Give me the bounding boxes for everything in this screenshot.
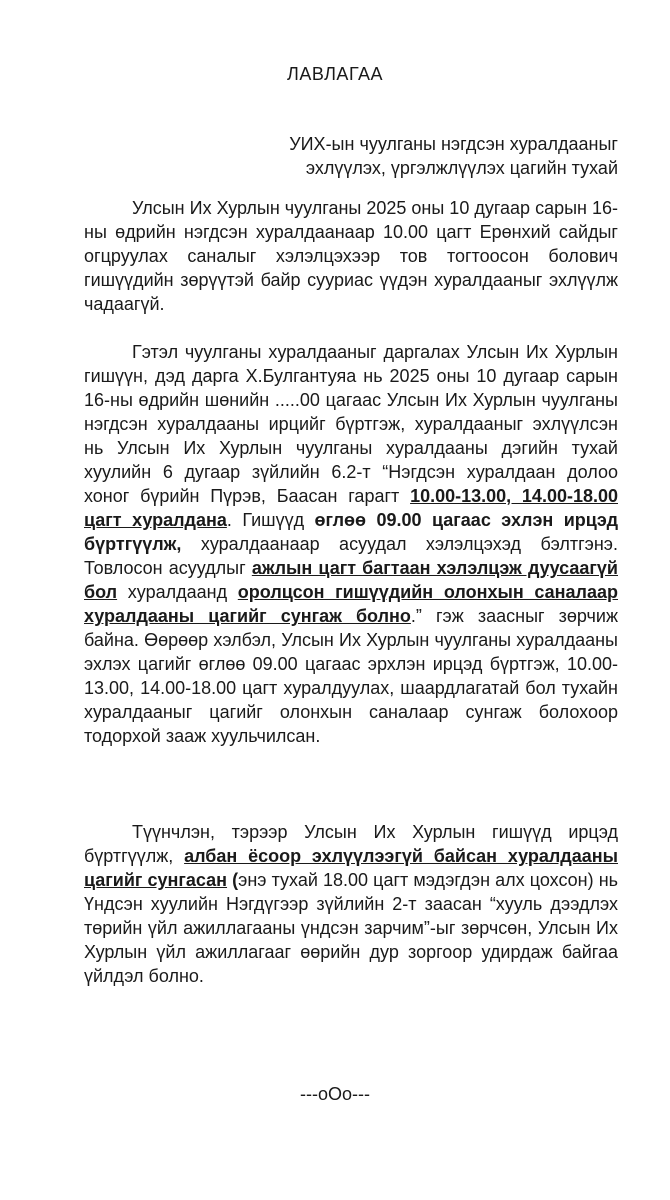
paragraph-2-emphasis-3: ажлын цагт багтаан хэлэлцэж дуусаагүй бол xyxy=(84,558,618,602)
document-title: ЛАВЛАГАА xyxy=(287,64,383,84)
paragraph-2 xyxy=(84,340,618,748)
paragraph-1: Улсын Их Хурлын чуулганы 2025 оны 10 дугаар сарын 16-ны өдрийн нэгдсэн хуралдаанаар 10.00 цагт Ерөнхий сайдыг огцруулах саналыг хэлэлцэхээр тов тогтоосон болович гишүүдийн зөрүүтэй байр сууриас үүдэн хуралдааныг эхлүүлж чадаагүй. xyxy=(84,198,618,314)
paragraph-2-text-1: Гэтэл чуулганы хуралдааныг даргалах Улсын Их Хурлын гишүүн, дэд дарга Х.Булгантуяа нь 2025 оны 10 дугаар сарын 16-ны өдрийн шөнийн .....00 цагаас Улсын Их Хурлын чуулганы нэгдсэн хуралдааны ирцийг бүртгэж, хуралдааныг эхлүүлсэн нь Улсын Их Хурлын чуулганы хуралдааны дэгийн тухай хуулийн 6 дугаар зүйлийн 6.2-т “Нэгдсэн хуралдаан долоо хоног бүрийн Пүрэв, Баасан гарагт xyxy=(84,342,618,506)
paragraph-2-text-3: хуралдаанаар асуудал хэлэлцэхэд бэлтгэнэ. Товлосон асуудлыг xyxy=(84,534,618,578)
paragraph-3-text-1: Түүнчлэн, тэрээр Улсын Их Хурлын гишүүд ирцэд бүртгүүлж, xyxy=(84,822,618,866)
document-ending-mark: ---оОо--- xyxy=(300,1084,370,1104)
paragraph-3-emphasis-2: ( xyxy=(227,870,239,890)
subject-line-2: эхлүүлэх, үргэлжлүүлэх цагийн тухай xyxy=(305,158,618,178)
paragraph-2-text-2: . Гишүүд xyxy=(226,510,315,530)
paragraph-2-text-5: .” гэж заасныг зөрчиж байна. Өөрөөр хэлбэл, Улсын Их Хурлын чуулганы хуралдааны эхлэх цагийг өглөө 09.00 цагаас эрхлэн ирцэд бүртгэж, 10.00-13.00, 14.00-18.00 цагт хуралдуулах, шаардлагатай бол тухайн хуралдааныг цагийг олонхын саналаар сунгаж болохоор тодорхой зааж хуульчилсан. xyxy=(84,606,619,746)
paragraph-2-text-4: хуралдаанд xyxy=(117,582,238,602)
paragraph-2-emphasis-4: оролцсон гишүүдийн олонхын саналаар хуралдааны цагийг сунгаж болно xyxy=(84,582,619,626)
document-subject xyxy=(198,132,618,180)
paragraph-2-emphasis-2: өглөө 09.00 цагаас эхлэн ирцэд бүртгүүлж, xyxy=(84,510,618,554)
paragraph-2-emphasis-1: 10.00-13.00, 14.00-18.00 цагт хуралдана xyxy=(84,486,618,530)
paragraph-3-text-2: энэ тухай 18.00 цагт мэдэгдэн алх цохсон) нь Үндсэн хуулийн Нэгдүгээр зүйлийн 2-т заасан “хууль дээдлэх төрийн үйл ажиллагааны үндсэн зарчим”-ыг зөрчсөн, Улсын Их Хурлын үйл ажиллагааг өөрийн дур зоргоор удирдаж байгаа үйлдэл болно. xyxy=(84,870,619,986)
paragraph-3 xyxy=(84,820,618,988)
paragraph-3-emphasis-1: албан ёсоор эхлүүлээгүй байсан хуралдааны цагийг сунгасан xyxy=(84,846,618,890)
subject-line-1: УИХ-ын чуулганы нэгдсэн хуралдааныг xyxy=(289,134,618,154)
